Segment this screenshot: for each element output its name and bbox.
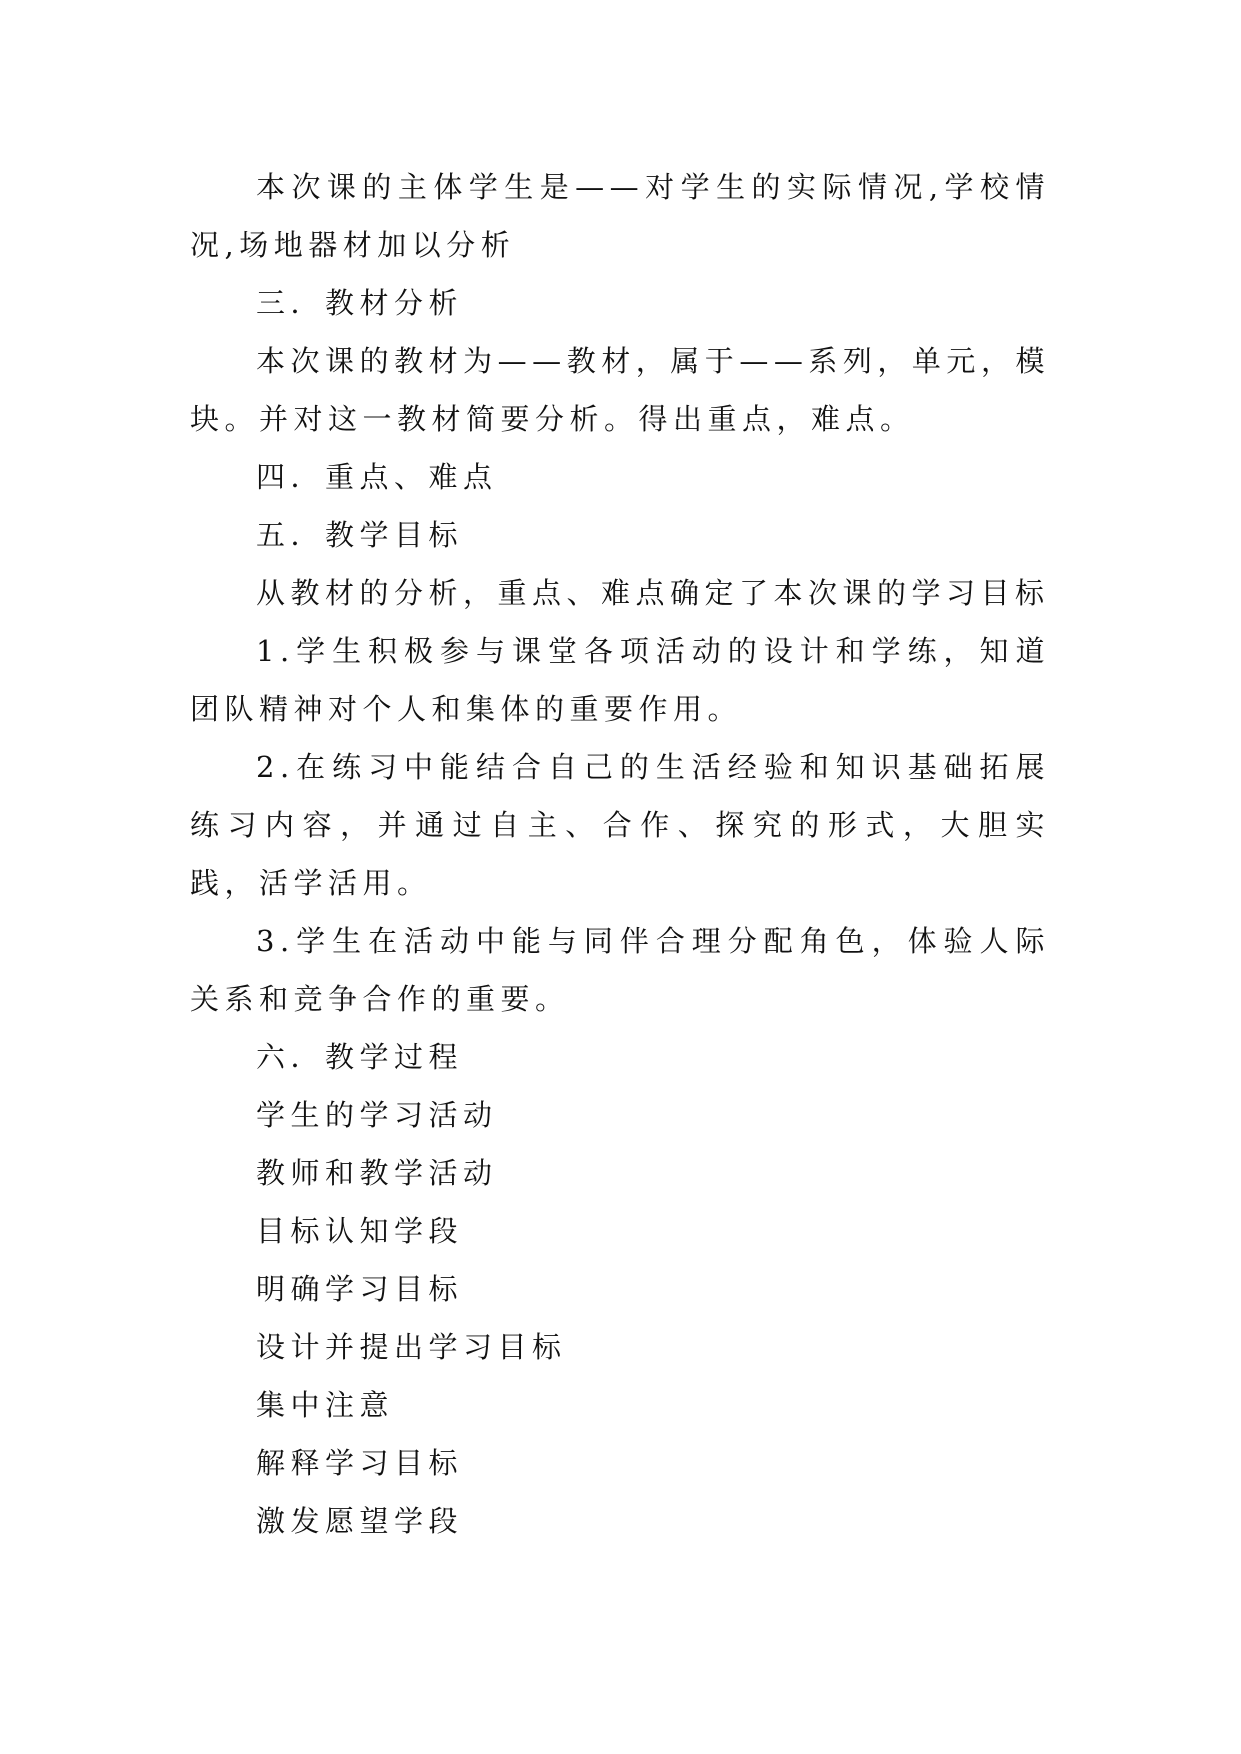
list-item: 明确学习目标	[256, 1272, 464, 1306]
list-item: 集中注意	[256, 1388, 395, 1422]
paragraph-objectives-intro: 从教材的分析，重点、难点确定了本次课的学习目标	[256, 576, 1050, 610]
paragraph-objective-1: 1.学生积极参与课堂各项活动的设计和学练，知道团队精神对个人和集体的重要作用。	[190, 634, 1050, 726]
list-item: 激发愿望学段	[256, 1504, 464, 1538]
document-body	[190, 158, 1050, 1550]
heading-key-points: 四．重点、难点	[256, 460, 498, 494]
list-item: 教师和教学活动	[256, 1156, 498, 1190]
heading-textbook-analysis: 三．教材分析	[256, 286, 464, 320]
paragraph-objective-2: 2.在练习中能结合自己的生活经验和知识基础拓展练习内容，并通过自主、合作、探究的形式，大胆实践，活学活用。	[190, 750, 1050, 900]
list-item: 解释学习目标	[256, 1446, 464, 1480]
paragraph-textbook-analysis: 本次课的教材为——教材，属于——系列，单元，模块。并对这一教材简要分析。得出重点，难点。	[190, 344, 1050, 436]
heading-teaching-process: 六．教学过程	[256, 1040, 464, 1074]
list-item: 学生的学习活动	[256, 1098, 498, 1132]
paragraph-student-analysis: 本次课的主体学生是——对学生的实际情况,学校情况,场地器材加以分析	[190, 170, 1050, 262]
paragraph-objective-3: 3.学生在活动中能与同伴合理分配角色，体验人际关系和竞争合作的重要。	[190, 924, 1050, 1016]
list-item: 目标认知学段	[256, 1214, 464, 1248]
heading-teaching-objectives: 五．教学目标	[256, 518, 464, 552]
list-item: 设计并提出学习目标	[256, 1330, 567, 1364]
